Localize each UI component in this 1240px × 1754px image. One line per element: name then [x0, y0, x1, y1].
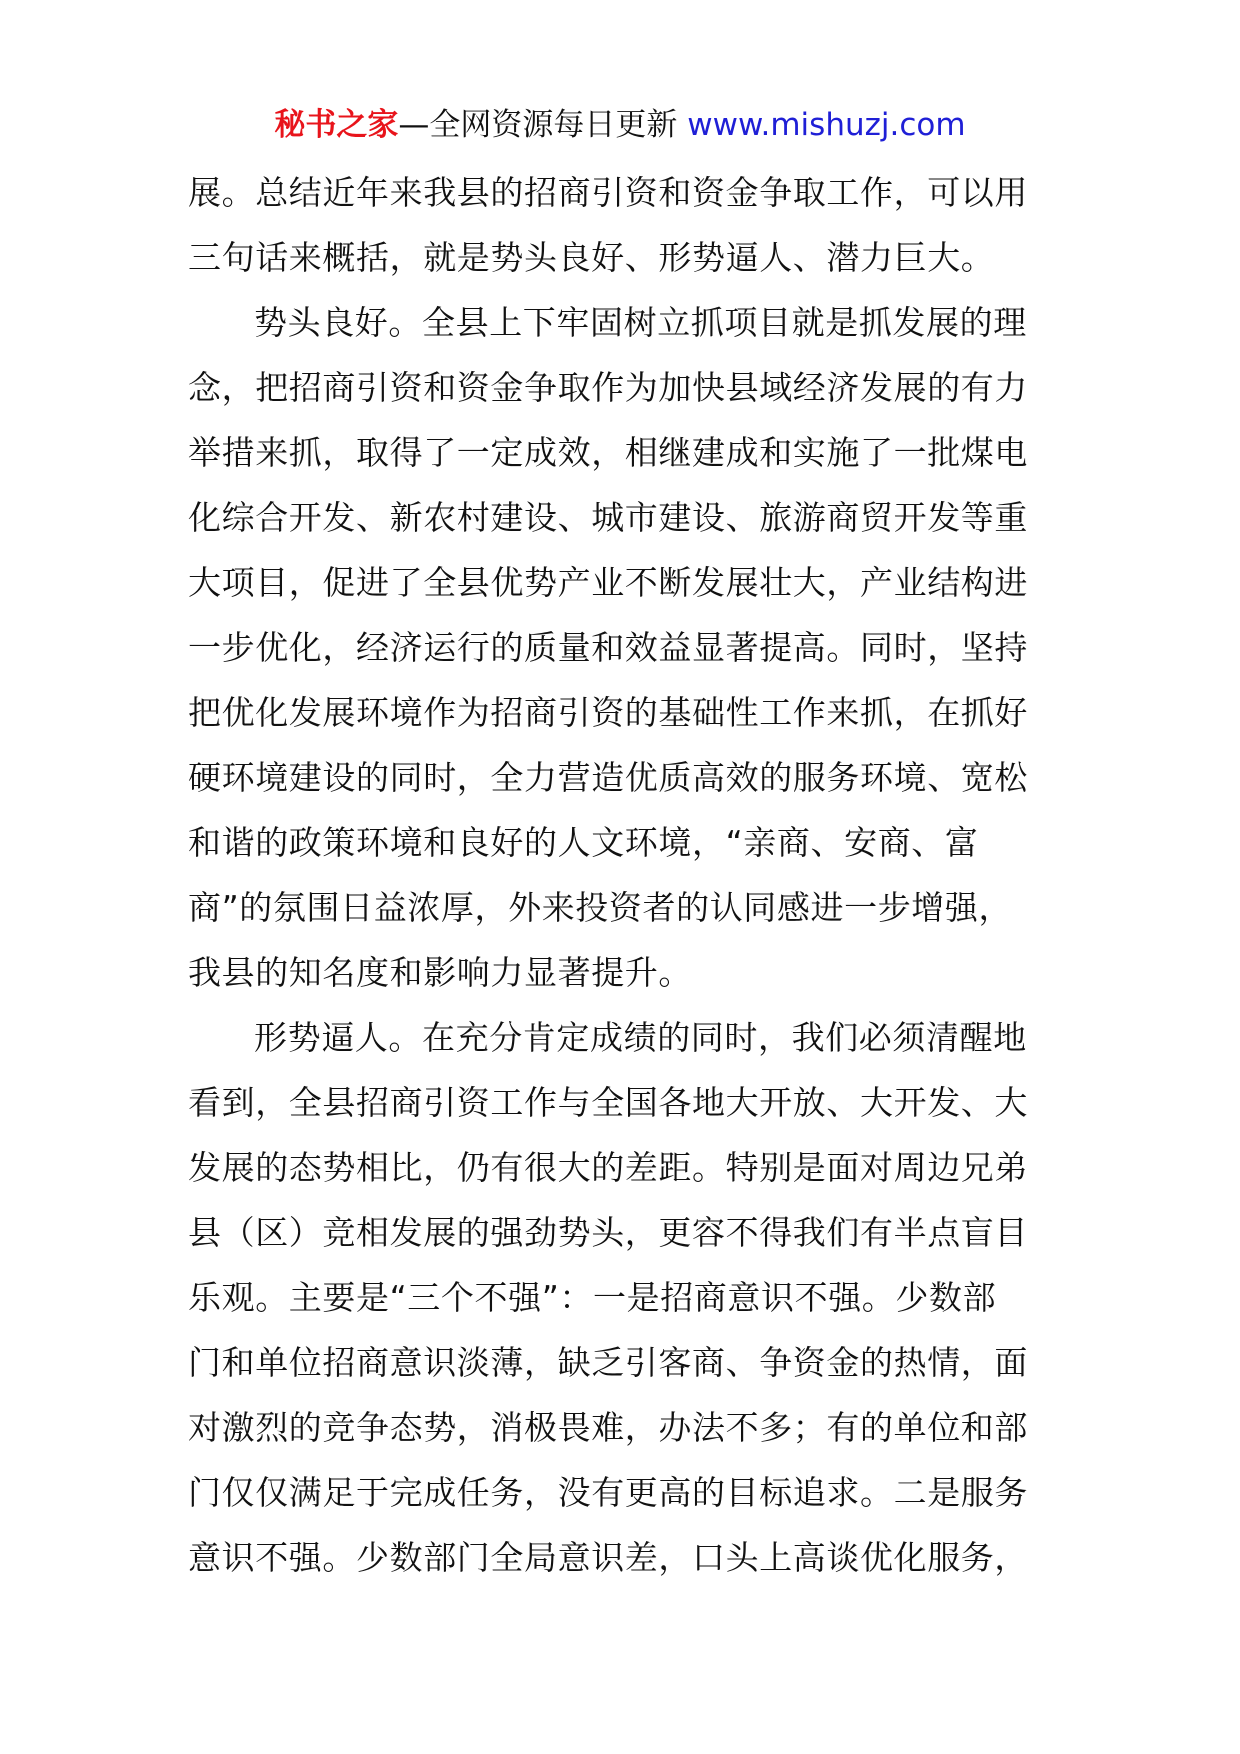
text-line: 商”的氛围日益浓厚，外来投资者的认同感进一步增强，: [188, 888, 1013, 927]
text-line: 发展的态势相比，仍有很大的差距。特别是面对周边兄弟: [188, 1148, 1028, 1187]
text-line: 展。总结近年来我县的招商引资和资金争取工作，可以用: [188, 173, 1028, 212]
text-line: 念，把招商引资和资金争取作为加快县域经济发展的有力: [188, 368, 1028, 407]
text-line: 门仅仅满足于完成任务，没有更高的目标追求。二是服务: [188, 1473, 1028, 1512]
text-line: 一步优化，经济运行的质量和效益显著提高。同时，坚持: [188, 628, 1028, 667]
text-line: 县（区）竞相发展的强劲势头，更容不得我们有半点盲目: [188, 1213, 1028, 1252]
text-line: 硬环境建设的同时，全力营造优质高效的服务环境、宽松: [188, 758, 1028, 797]
text-line: 举措来抓，取得了一定成效，相继建成和实施了一批煤电: [188, 433, 1028, 472]
text-line: 意识不强。少数部门全局意识差，口头上高谈优化服务，: [188, 1538, 1028, 1577]
paragraph-first-line: 形势逼人。在充分肯定成绩的同时，我们必须清醒地: [254, 1018, 1027, 1057]
text-line: 化综合开发、新农村建设、城市建设、旅游商贸开发等重: [188, 498, 1028, 537]
text-line: 和谐的政策环境和良好的人文环境，“亲商、安商、富: [188, 823, 979, 862]
header-slogan: —全网资源每日更新: [398, 107, 688, 143]
document-body: [188, 160, 1068, 1590]
text-line: 乐观。主要是“三个不强”：一是招商意识不强。少数部: [188, 1278, 997, 1317]
paragraph-first-line: 势头良好。全县上下牢固树立抓项目就是抓发展的理: [254, 303, 1027, 342]
text-line: 看到，全县招商引资工作与全国各地大开放、大开发、大: [188, 1083, 1028, 1122]
site-url-link[interactable]: www.mishuzj.com: [687, 107, 966, 143]
text-line: 三句话来概括，就是势头良好、形势逼人、潜力巨大。: [188, 238, 995, 277]
text-line: 我县的知名度和影响力显著提升。: [188, 953, 692, 992]
text-line: 把优化发展环境作为招商引资的基础性工作来抓，在抓好: [188, 693, 1028, 732]
text-line: 对激烈的竞争态势，消极畏难，办法不多；有的单位和部: [188, 1408, 1028, 1447]
page-header: [0, 103, 1240, 147]
text-line: 大项目，促进了全县优势产业不断发展壮大，产业结构进: [188, 563, 1028, 602]
brand-name: 秘书之家: [274, 107, 399, 143]
text-line: 门和单位招商意识淡薄，缺乏引客商、争资金的热情，面: [188, 1343, 1028, 1382]
